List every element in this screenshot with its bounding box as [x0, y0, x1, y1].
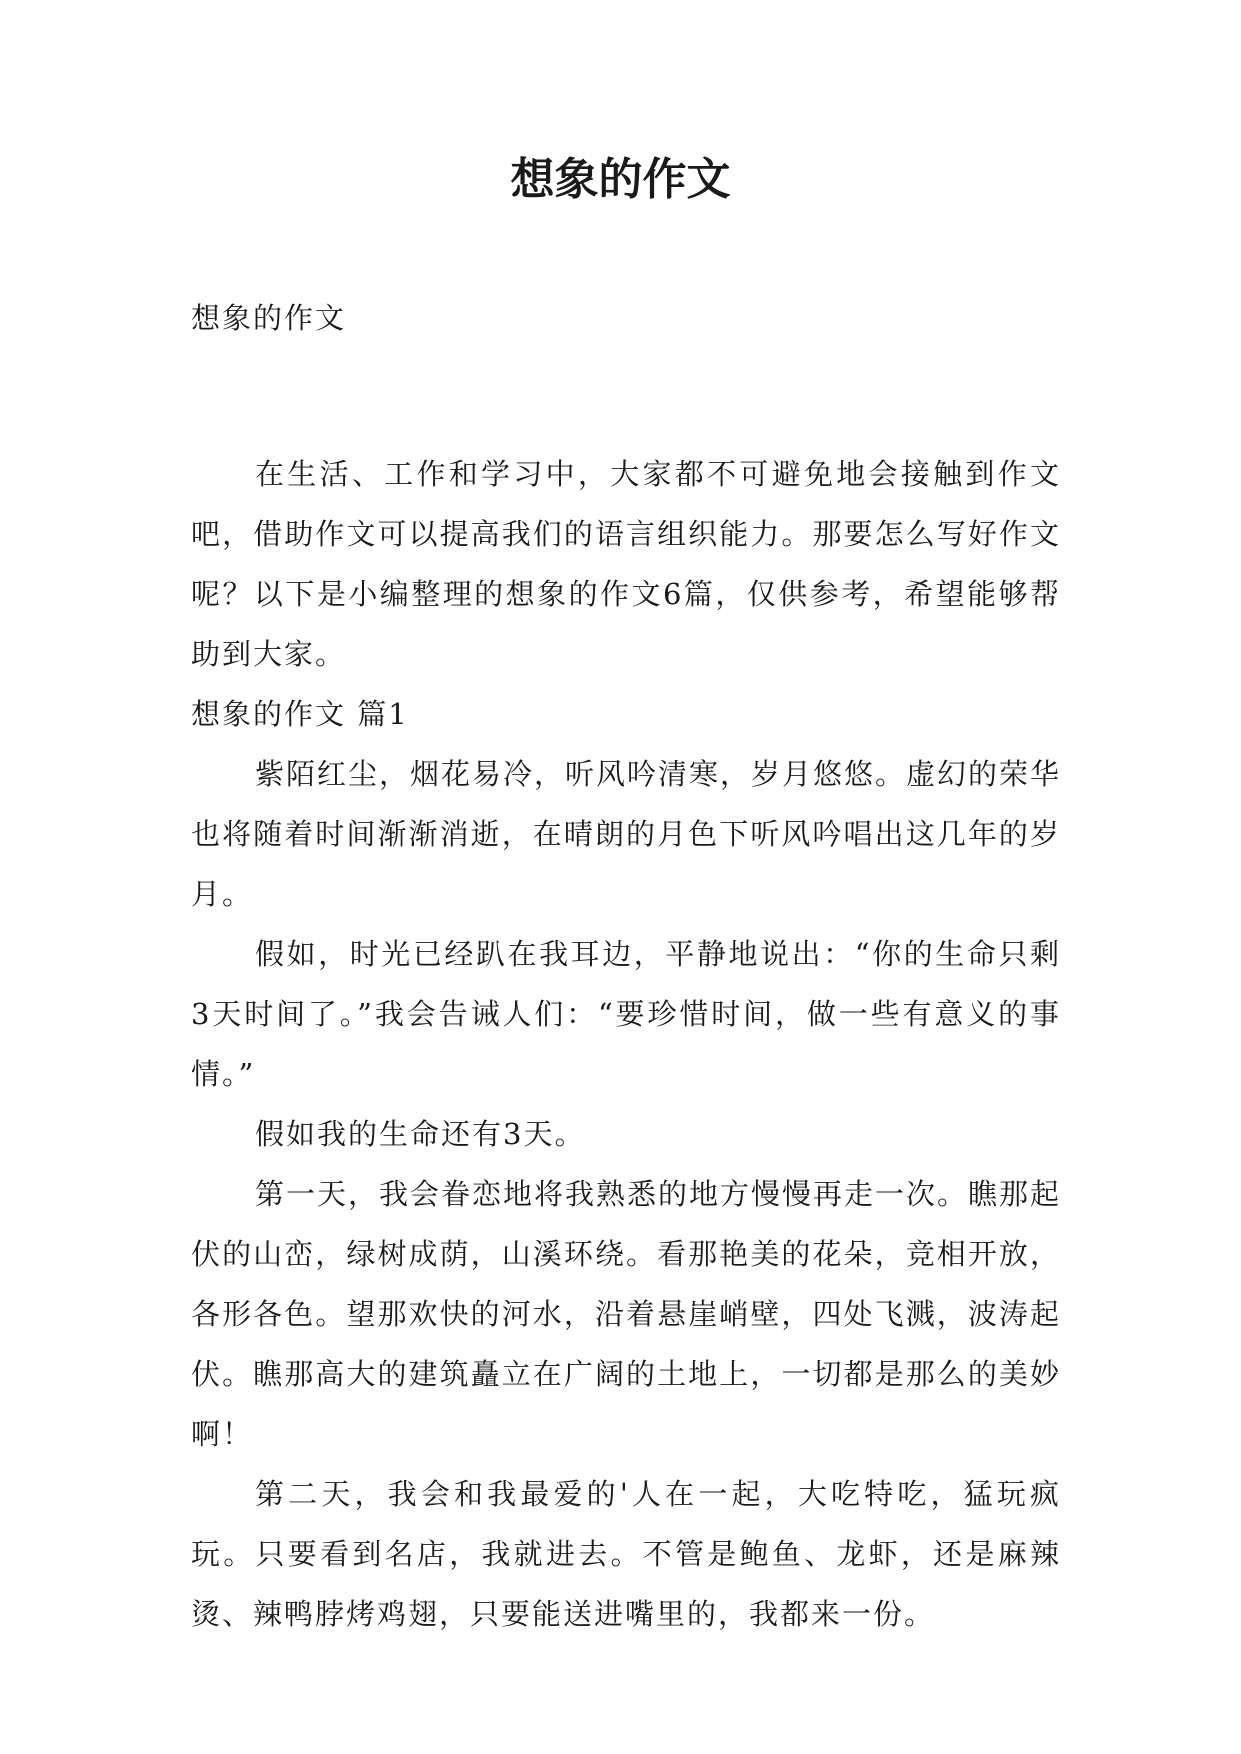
document-body: [191, 288, 1061, 1644]
document-subtitle: 想象的作文: [191, 301, 347, 335]
body-paragraph: 第二天，我会和我最爱的'人在一起，大吃特吃，猛玩疯玩。只要看到名店，我就进去。不管是鲍鱼、龙虾，还是麻辣烫、辣鸭脖烤鸡翅，只要能送进嘴里的，我都来一份。: [191, 1477, 1061, 1631]
intro-paragraph: 在生活、工作和学习中，大家都不可避免地会接触到作文吧，借助作文可以提高我们的语言组织能力。那要怎么写好作文呢？以下是小编整理的想象的作文6篇，仅供参考，希望能够帮助到大家。: [191, 457, 1061, 671]
body-paragraph: 紫陌红尘，烟花易冷，听风吟清寒，岁月悠悠。虚幻的荣华也将随着时间渐渐消逝，在晴朗的月色下听风吟唱出这几年的岁月。: [191, 757, 1062, 911]
body-paragraph: 假如，时光已经趴在我耳边，平静地说出：“你的生命只剩3天时间了。”我会告诫人们：“要珍惜时间，做一些有意义的事情。”: [191, 937, 1061, 1091]
body-paragraph: 第一天，我会眷恋地将我熟悉的地方慢慢再走一次。瞧那起伏的山峦，绿树成荫，山溪环绕。看那艳美的花朵，竞相开放，各形各色。望那欢快的河水，沿着悬崖峭壁，四处飞溅，波涛起伏。瞧那高大的建筑矗立在广阔的土地上，一切都是那么的美妙啊！: [191, 1177, 1062, 1451]
page-title: 想象的作文: [510, 154, 731, 205]
section-heading: 想象的作文 篇1: [191, 697, 409, 731]
body-paragraph: 假如我的生命还有3天。: [255, 1117, 586, 1151]
